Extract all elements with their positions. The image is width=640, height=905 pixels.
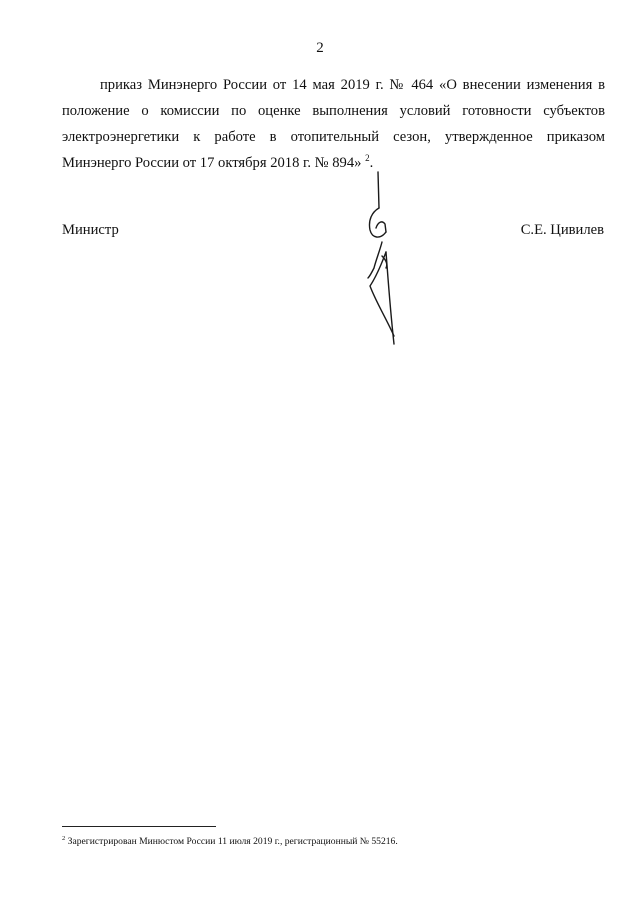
position-title: Министр: [62, 222, 119, 238]
body-paragraph: [62, 72, 605, 176]
footnote: [62, 836, 398, 848]
footnote-mark: 2: [62, 834, 66, 842]
footnote-reference: 2: [365, 153, 370, 164]
handwritten-signature: [352, 168, 402, 352]
footnote-divider: [62, 826, 216, 827]
body-text: [62, 72, 605, 176]
footnote-text: Зарегистрирован Минюстом России 11 июля 2019 г., регистрационный № 55216.: [67, 836, 398, 847]
paragraph-text: приказ Минэнерго России от 14 мая 2019 г. № 464 «О внесении изменения в положение о комиссии по оценке выполнения условий готовности субъектов электроэнергетики к работе в отопительный сезон, утвержденное приказом Минэнерго России от 17 октября 2018 г. № 894»: [62, 77, 605, 171]
page-number: 2: [316, 40, 324, 56]
trailing-punctuation: .: [369, 155, 374, 171]
signatory-name: С.Е. Цивилев: [520, 222, 604, 238]
